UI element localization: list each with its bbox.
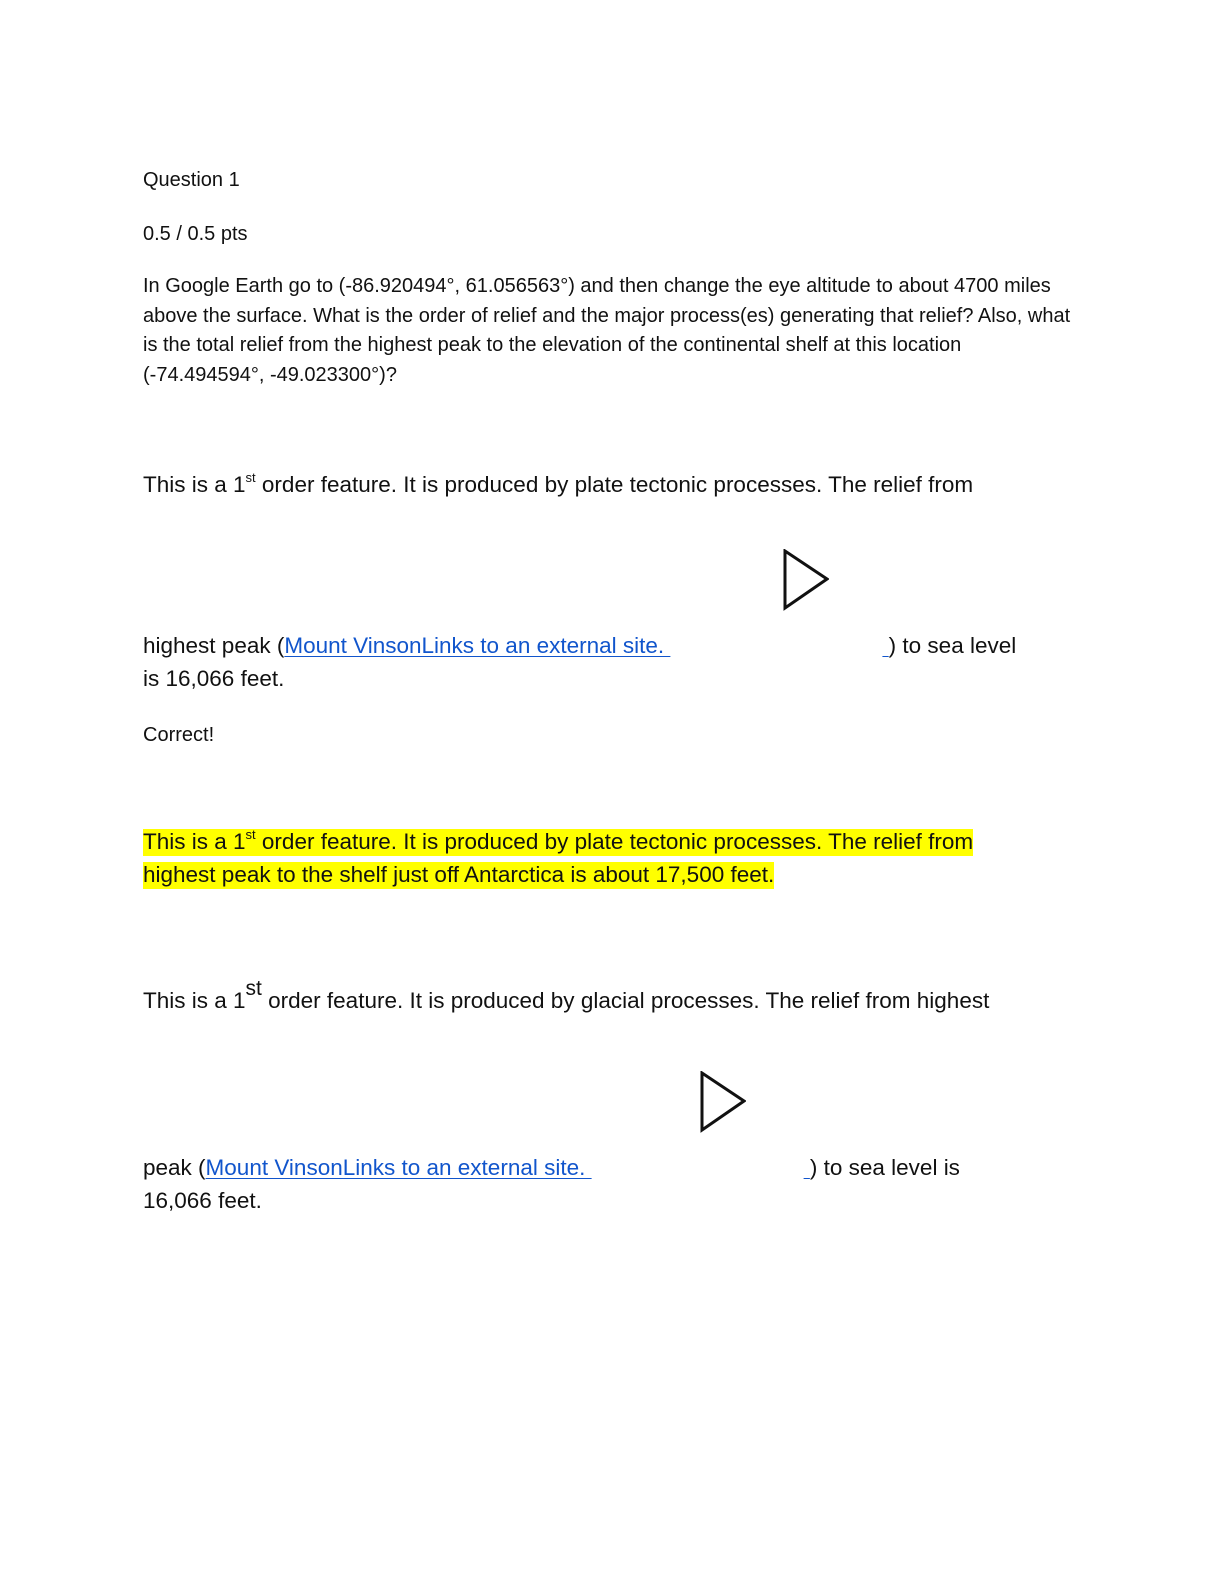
play-triangle-icon xyxy=(783,549,829,611)
mount-vinson-link-1-text: Mount VinsonLinks to an external site. xyxy=(284,633,671,658)
mount-vinson-link-2-text: Mount VinsonLinks to an external site. xyxy=(205,1155,592,1180)
answer-3-line-1 xyxy=(143,976,990,1013)
mount-vinson-link-2[interactable] xyxy=(206,1155,810,1180)
answer-2-line-1-highlight xyxy=(143,826,974,856)
question-points: 0.5 / 0.5 pts xyxy=(143,223,248,245)
mount-vinson-link-1[interactable] xyxy=(284,633,888,658)
play-triangle-icon xyxy=(700,1071,746,1133)
answer-3-line-2-post: ) to sea level is xyxy=(809,1155,960,1180)
answer-2-prefix: This is a 1 xyxy=(143,829,246,854)
answer-1-line-3: is 16,066 feet. xyxy=(143,666,285,691)
answer-3-ordinal: st xyxy=(245,976,262,1000)
answer-1-line-2-pre: highest peak ( xyxy=(143,633,285,658)
answer-3-prefix: This is a 1 xyxy=(143,988,246,1013)
answer-1-line-2-post: ) to sea level xyxy=(888,633,1017,658)
answer-2-line-1-rest: order feature. It is produced by plate tectonic processes. The relief from xyxy=(255,829,974,854)
answer-2-line-2 xyxy=(143,864,774,887)
answer-1-ordinal: st xyxy=(245,469,256,485)
answer-3-line-1-rest: order feature. It is produced by glacial processes. The relief from highest xyxy=(261,988,990,1013)
answer-1-line-1-rest: order feature. It is produced by plate tectonic processes. The relief from xyxy=(255,472,974,497)
question-title: Question 1 xyxy=(143,169,240,191)
answer-2-line-1 xyxy=(143,826,974,854)
question-prompt: In Google Earth go to (-86.920494°, 61.056563°) and then change the eye altitude to about 4700 miles above the surface. What is the order of relief and the major process(es) generating that relief? Also, what is the total relief from the highest peak to the elevation of the continental shelf at this location (-74.494594°, -49.023300°)? xyxy=(143,275,1071,386)
answer-1-prefix: This is a 1 xyxy=(143,472,246,497)
answer-2-ordinal: st xyxy=(245,826,256,842)
correct-label: Correct! xyxy=(143,724,215,746)
answer-3-line-2 xyxy=(143,1157,960,1180)
answer-1-line-1 xyxy=(143,469,974,497)
answer-2-line-2-highlight: highest peak to the shelf just off Antarctica is about 17,500 feet. xyxy=(143,862,775,887)
answer-1-line-2 xyxy=(143,635,1016,658)
answer-3-line-2-pre: peak ( xyxy=(143,1155,206,1180)
answer-3-line-3: 16,066 feet. xyxy=(143,1188,262,1213)
